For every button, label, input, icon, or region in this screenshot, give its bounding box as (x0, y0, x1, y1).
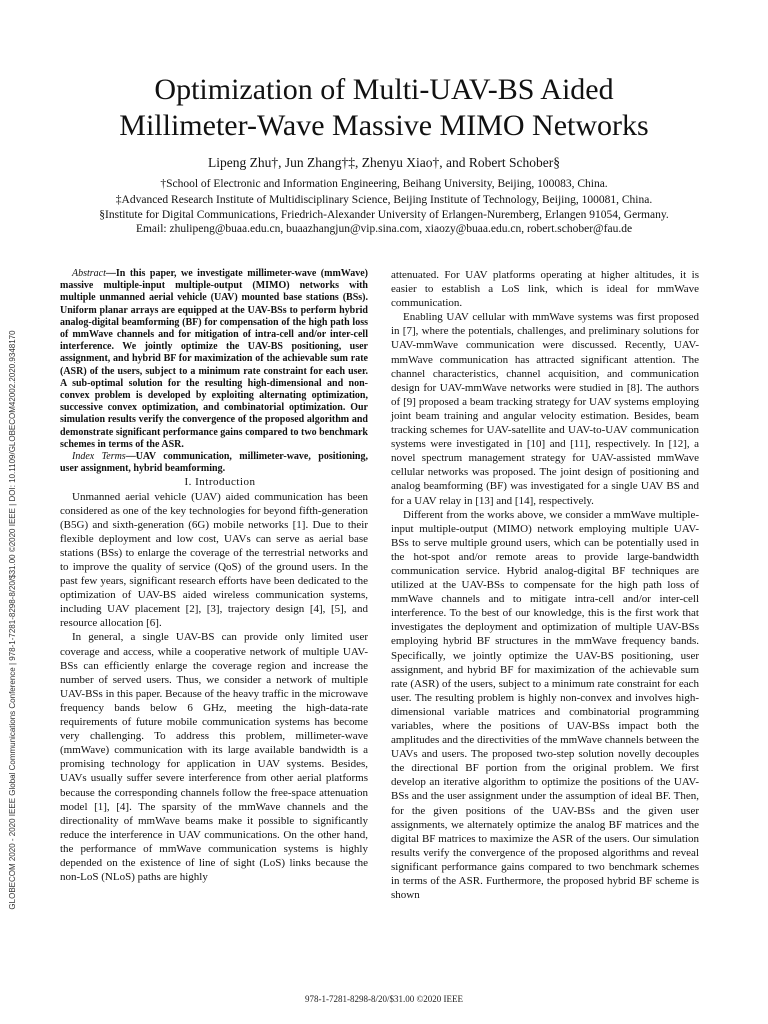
title-line-1: Optimization of Multi-UAV-BS Aided (154, 73, 614, 106)
author-list: Lipeng Zhu†, Jun Zhang†‡, Zhenyu Xiao†, and Robert Schober§ (207, 155, 561, 170)
left-column (60, 268, 368, 884)
intro-paragraph-1: Unmanned aerial vehicle (UAV) aided communication has been considered as one of the key technologies for beyond fifth-generation (B5G) and sixth-generation (6G) mobile networks [1]. Due to their flexible deployment and low cost, UAVs can serve as aerial base stations (BSs) to enlarge the coverage of the terrestrial networks and to improve the quality of service (QoS) of the ground users. In the past few years, significant research efforts have been dedicated to the optimization of UAV-BS aided wireless communication systems, including UAV placement [2], [3], trajectory design [4], [5], and resource allocation [6]. (60, 490, 368, 630)
intro-paragraph-3: Enabling UAV cellular with mmWave systems was first proposed in [7], where the potentials, challenges, and preliminary solutions for UAV-mmWave communication were discussed. Recently, UAV-mmWave communication has attracted significant attention. The channel characteristics, channel acquisition, and communication design for UAV-mmWave networks were studied in [8]. The authors of [9] proposed a beam tracking strategy for UAV systems employing joint beam training and angular velocity estimation. Besides, beam tracking schemes for UAV-satellite and UAV-to-UAV communication systems were investigated in [10] and [11], respectively. In [12], a novel spectrum management strategy for UAV-assisted mmWave cellular networks was proposed. The joint design of positioning and analog beamforming (BF) was investigated for a single UAV BS and for a UAV relay in [13] and [14], respectively. (391, 311, 699, 507)
email-line: Email: zhulipeng@buaa.edu.cn, buaazhangjun@vip.sina.com, xiaozy@buaa.edu.cn, robert.schober@fau.de (135, 223, 633, 235)
doi-sidebar-text: GLOBECOM 2020 - 2020 IEEE Global Communications Conference | 978-1-7281-8298-8/20/$31.00 ©2020 IEEE | DOI: 10.1109/GLOBECOM42002.2020.9348170 (8, 330, 17, 910)
affiliation-1: †School of Electronic and Information Engineering, Beihang University, Beijing, 100083, China. (160, 178, 608, 190)
doi-sidebar (8, 270, 22, 970)
affiliation-2: ‡Advanced Research Institute of Multidisciplinary Science, Beijing Institute of Technology, Beijing, 100081, China. (115, 194, 653, 206)
page-footer: 978-1-7281-8298-8/20/$31.00 ©2020 IEEE (304, 994, 464, 1004)
intro-paragraph-2-cont: attenuated. For UAV platforms operating at higher altitudes, it is easier to establish a LoS link, which is ideal for mmWave communication. (391, 269, 699, 310)
index-terms-text: —UAV communication, millimeter-wave, positioning, user assignment, hybrid beamforming. (60, 451, 368, 475)
abstract-label: Abstract (72, 268, 106, 279)
abstract-text: —In this paper, we investigate millimeter-wave (mmWave) massive multiple-input multiple-output (MIMO) networks with multiple unmanned aerial vehicle (UAV) mounted base stations (BSs). Uniform planar arrays are equipped at the UAV-BSs to perform hybrid analog-digital beamforming (BF) for compensation of the high path loss of mmWave channels and for mitigation of intra-cell and/or inter-cell interference. We jointly optimize the UAV-BS positioning, user assignment, and hybrid BF for maximization of the achievable sum rate (ASR) of the users, subject to a minimum rate constraint for each user. A sub-optimal solution for the resulting high-dimensional and non-convex problem is developed by exploiting alternating optimization, successive convex optimization, and combinatorial optimization. Our simulation results verify the convergence of the proposed algorithm and demonstrate significant performance gains compared to two benchmark schemes in terms of the ASR. (60, 268, 368, 450)
right-column (391, 268, 699, 902)
affiliation-3: §Institute for Digital Communications, Friedrich-Alexander University of Erlangen-Nuremberg, Erlangen 91054, Germany. (99, 209, 669, 221)
intro-paragraph-4: Different from the works above, we consider a mmWave multiple-input multiple-output (MIMO) network employing multiple UAV-BSs to serve multiple ground users, which can be potentially used in the hot-spot and/or remote areas to provide large-bandwidth communication service. Hybrid analog-digital BF techniques are utilized at the UAV-BSs to compensate for the high path loss of mmWave channels and to mitigate intra-cell and/or inter-cell interference. To the best of our knowledge, this is the first work that investigates the deployment and optimization of multiple UAV-BSs employing hybrid BF structures in the mmWave frequency bands. Specifically, we jointly optimize the UAV-BS positioning, user assignment, and hybrid BF for maximization of the achievable sum rate (ASR) of the users, subject to a minimum rate constraint for each user. The resulting problem is highly non-convex and involves high-dimensional variable matrices and combinatorial programming variables, where the positions of UAV-BSs impact both the amplitudes and the directivities of the mmWave channels between the UAVs and users. The proposed two-step solution novelly decouples the directional BF portion from the original problem. We first develop an iterative algorithm to optimize the positions of the UAV-BSs and the user assignment under the assumption of ideal BF. Then, for the given positions of the UAV-BSs and the given user assignments, we alternately optimize the analog BF matrices and the digital BF matrices to maximize the ASR of the users. Our simulation results verify the convergence of the proposed algorithms and reveal significant performance gains compared to two benchmark schemes in terms of the ASR. Furthermore, the proposed hybrid BF scheme is shown (391, 508, 699, 902)
index-terms (60, 451, 368, 475)
paper-title (40, 72, 728, 144)
abstract (60, 268, 368, 451)
title-line-2: Millimeter-Wave Massive MIMO Networks (119, 109, 649, 142)
intro-paragraph-2: In general, a single UAV-BS can provide only limited user coverage and access, while a cooperative network of multiple UAV-BSs can efficiently enlarge the coverage region and increase the number of served users. Thus, we consider a network of multiple UAV-BSs in this paper. Because of the heavy traffic in the microwave frequency bands below 6 GHz, meeting the high-data-rate requirements of future mobile communication systems has become very challenging. To address this problem, millimeter-wave (mmWave) communication with its large available bandwidth is a promising technology for application in UAV systems. Besides, UAVs usually suffer severe interference from other aerial platforms because the corresponding channels follow the free-space attenuation model [1], [4]. The sparsity of the mmWave channels and the directionality of mmWave beams make it possible to significantly reduce the interference in UAV communications. On the other hand, the performance of mmWave communication systems is highly depended on the existence of line of sight (LoS) links because the non-LoS (NLoS) paths are highly (60, 631, 368, 884)
index-terms-label: Index Terms (72, 451, 126, 463)
section-heading-introduction: I. Introduction (184, 476, 256, 489)
